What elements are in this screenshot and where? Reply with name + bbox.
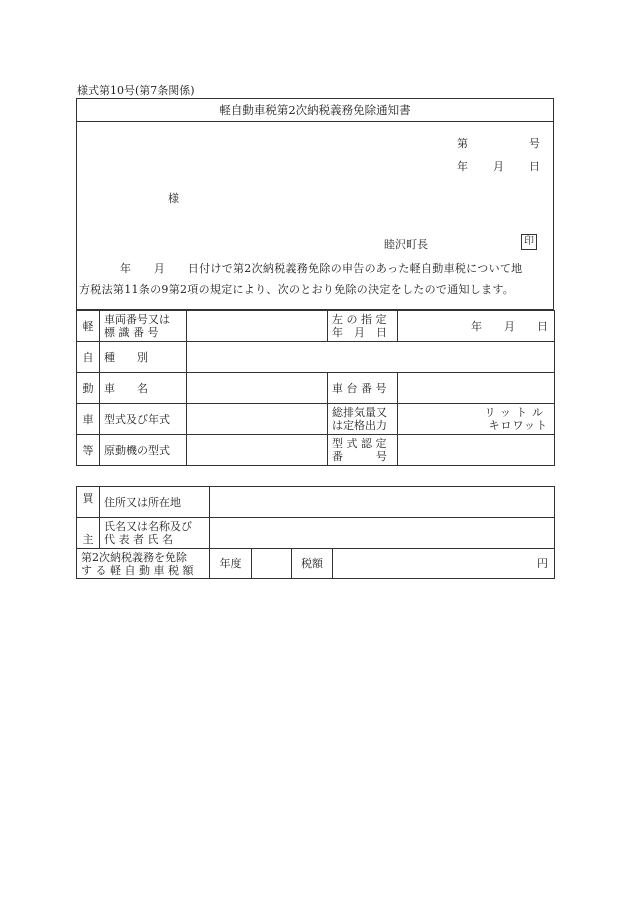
buyer-side-label-1: 買 bbox=[77, 487, 100, 518]
exempt-tax-label-line-1: 第2次納税義務を免除 bbox=[81, 550, 187, 564]
reg-no-label bbox=[100, 311, 187, 342]
engine-value bbox=[187, 435, 328, 466]
date-day: 日 bbox=[529, 160, 540, 173]
buyer-name-label-line-1: 氏名又は名称及び bbox=[104, 520, 192, 533]
designation-label-line-1: 左 の 指 定 bbox=[332, 313, 387, 326]
type-value bbox=[187, 342, 555, 373]
vehicle-side-label-3: 動 bbox=[77, 373, 100, 404]
exempt-tax-label-line-2: す る 軽 自 動 車 税 額 bbox=[81, 563, 194, 577]
body-text-line-2: 方税法第11条の9第2項の規定により、次のとおり免除の決定をしたので通知します。 bbox=[79, 283, 515, 296]
engine-label: 原動機の型式 bbox=[100, 435, 187, 466]
exempt-tax-label bbox=[77, 549, 210, 579]
type-label: 種 別 bbox=[100, 342, 187, 373]
reg-no-label-line-1: 車両番号又は bbox=[104, 313, 170, 326]
fiscal-year-label: 年度 bbox=[210, 549, 252, 579]
designation-label bbox=[328, 311, 398, 342]
cert-label-line-2: 番 号 bbox=[332, 450, 387, 463]
number-prefix: 第 bbox=[457, 137, 468, 150]
date-month: 月 bbox=[493, 160, 504, 173]
chassis-value bbox=[398, 373, 555, 404]
vehicle-side-label-2: 自 bbox=[77, 342, 100, 373]
vehicle-side-label-4: 車 bbox=[77, 404, 100, 435]
unit-liter: リットル bbox=[484, 406, 548, 419]
cert-label-line-1: 型 式 認 定 bbox=[332, 437, 387, 450]
designation-date: 年 月 日 bbox=[398, 311, 555, 342]
fiscal-year-value bbox=[252, 549, 292, 579]
displacement-label bbox=[328, 404, 398, 435]
seal-mark: 印 bbox=[521, 234, 537, 250]
vehicle-side-label-1: 軽 bbox=[77, 311, 100, 342]
cert-value bbox=[398, 435, 555, 466]
displacement-label-line-1: 総排気量又 bbox=[332, 406, 387, 419]
buyer-side-label-2: 主 bbox=[77, 518, 100, 549]
tax-amount-label: 税額 bbox=[292, 549, 333, 579]
issuer-name: 睦沢町長 bbox=[384, 238, 428, 251]
form-label: 様式第10号(第7条関係) bbox=[77, 84, 195, 97]
vehicle-side-label-5: 等 bbox=[77, 435, 100, 466]
buyer-name-label-line-2: 代 表 者 氏 名 bbox=[104, 533, 173, 546]
displacement-units bbox=[398, 404, 555, 435]
tax-amount-value: 円 bbox=[333, 549, 555, 579]
name-label: 車 名 bbox=[100, 373, 187, 404]
model-year-label: 型式及び年式 bbox=[100, 404, 187, 435]
chassis-label: 車 台 番 号 bbox=[328, 373, 398, 404]
name-value bbox=[187, 373, 328, 404]
date-year: 年 bbox=[457, 160, 468, 173]
buyer-table bbox=[76, 486, 555, 579]
unit-kilowatt: キロワット bbox=[488, 419, 548, 432]
address-value bbox=[210, 487, 555, 518]
cert-label bbox=[328, 435, 398, 466]
vehicle-table bbox=[76, 310, 555, 466]
reg-no-value bbox=[187, 311, 328, 342]
model-year-value bbox=[187, 404, 328, 435]
displacement-label-line-2: は定格出力 bbox=[332, 419, 387, 432]
number-suffix: 号 bbox=[529, 137, 540, 150]
document-title: 軽自動車税第2次納税義務免除通知書 bbox=[77, 99, 553, 122]
address-label: 住所又は所在地 bbox=[100, 487, 210, 518]
body-text-line-1: 年 月 日付けで第2次納税義務免除の申告のあった軽自動車税について地 bbox=[120, 262, 523, 275]
designation-label-line-2: 年 月 日 bbox=[332, 326, 387, 339]
buyer-name-value bbox=[210, 518, 555, 549]
reg-no-label-line-2: 標 識 番 号 bbox=[104, 326, 159, 339]
addressee-suffix: 様 bbox=[168, 192, 179, 205]
buyer-name-label bbox=[100, 518, 210, 549]
notice-box bbox=[76, 98, 554, 310]
